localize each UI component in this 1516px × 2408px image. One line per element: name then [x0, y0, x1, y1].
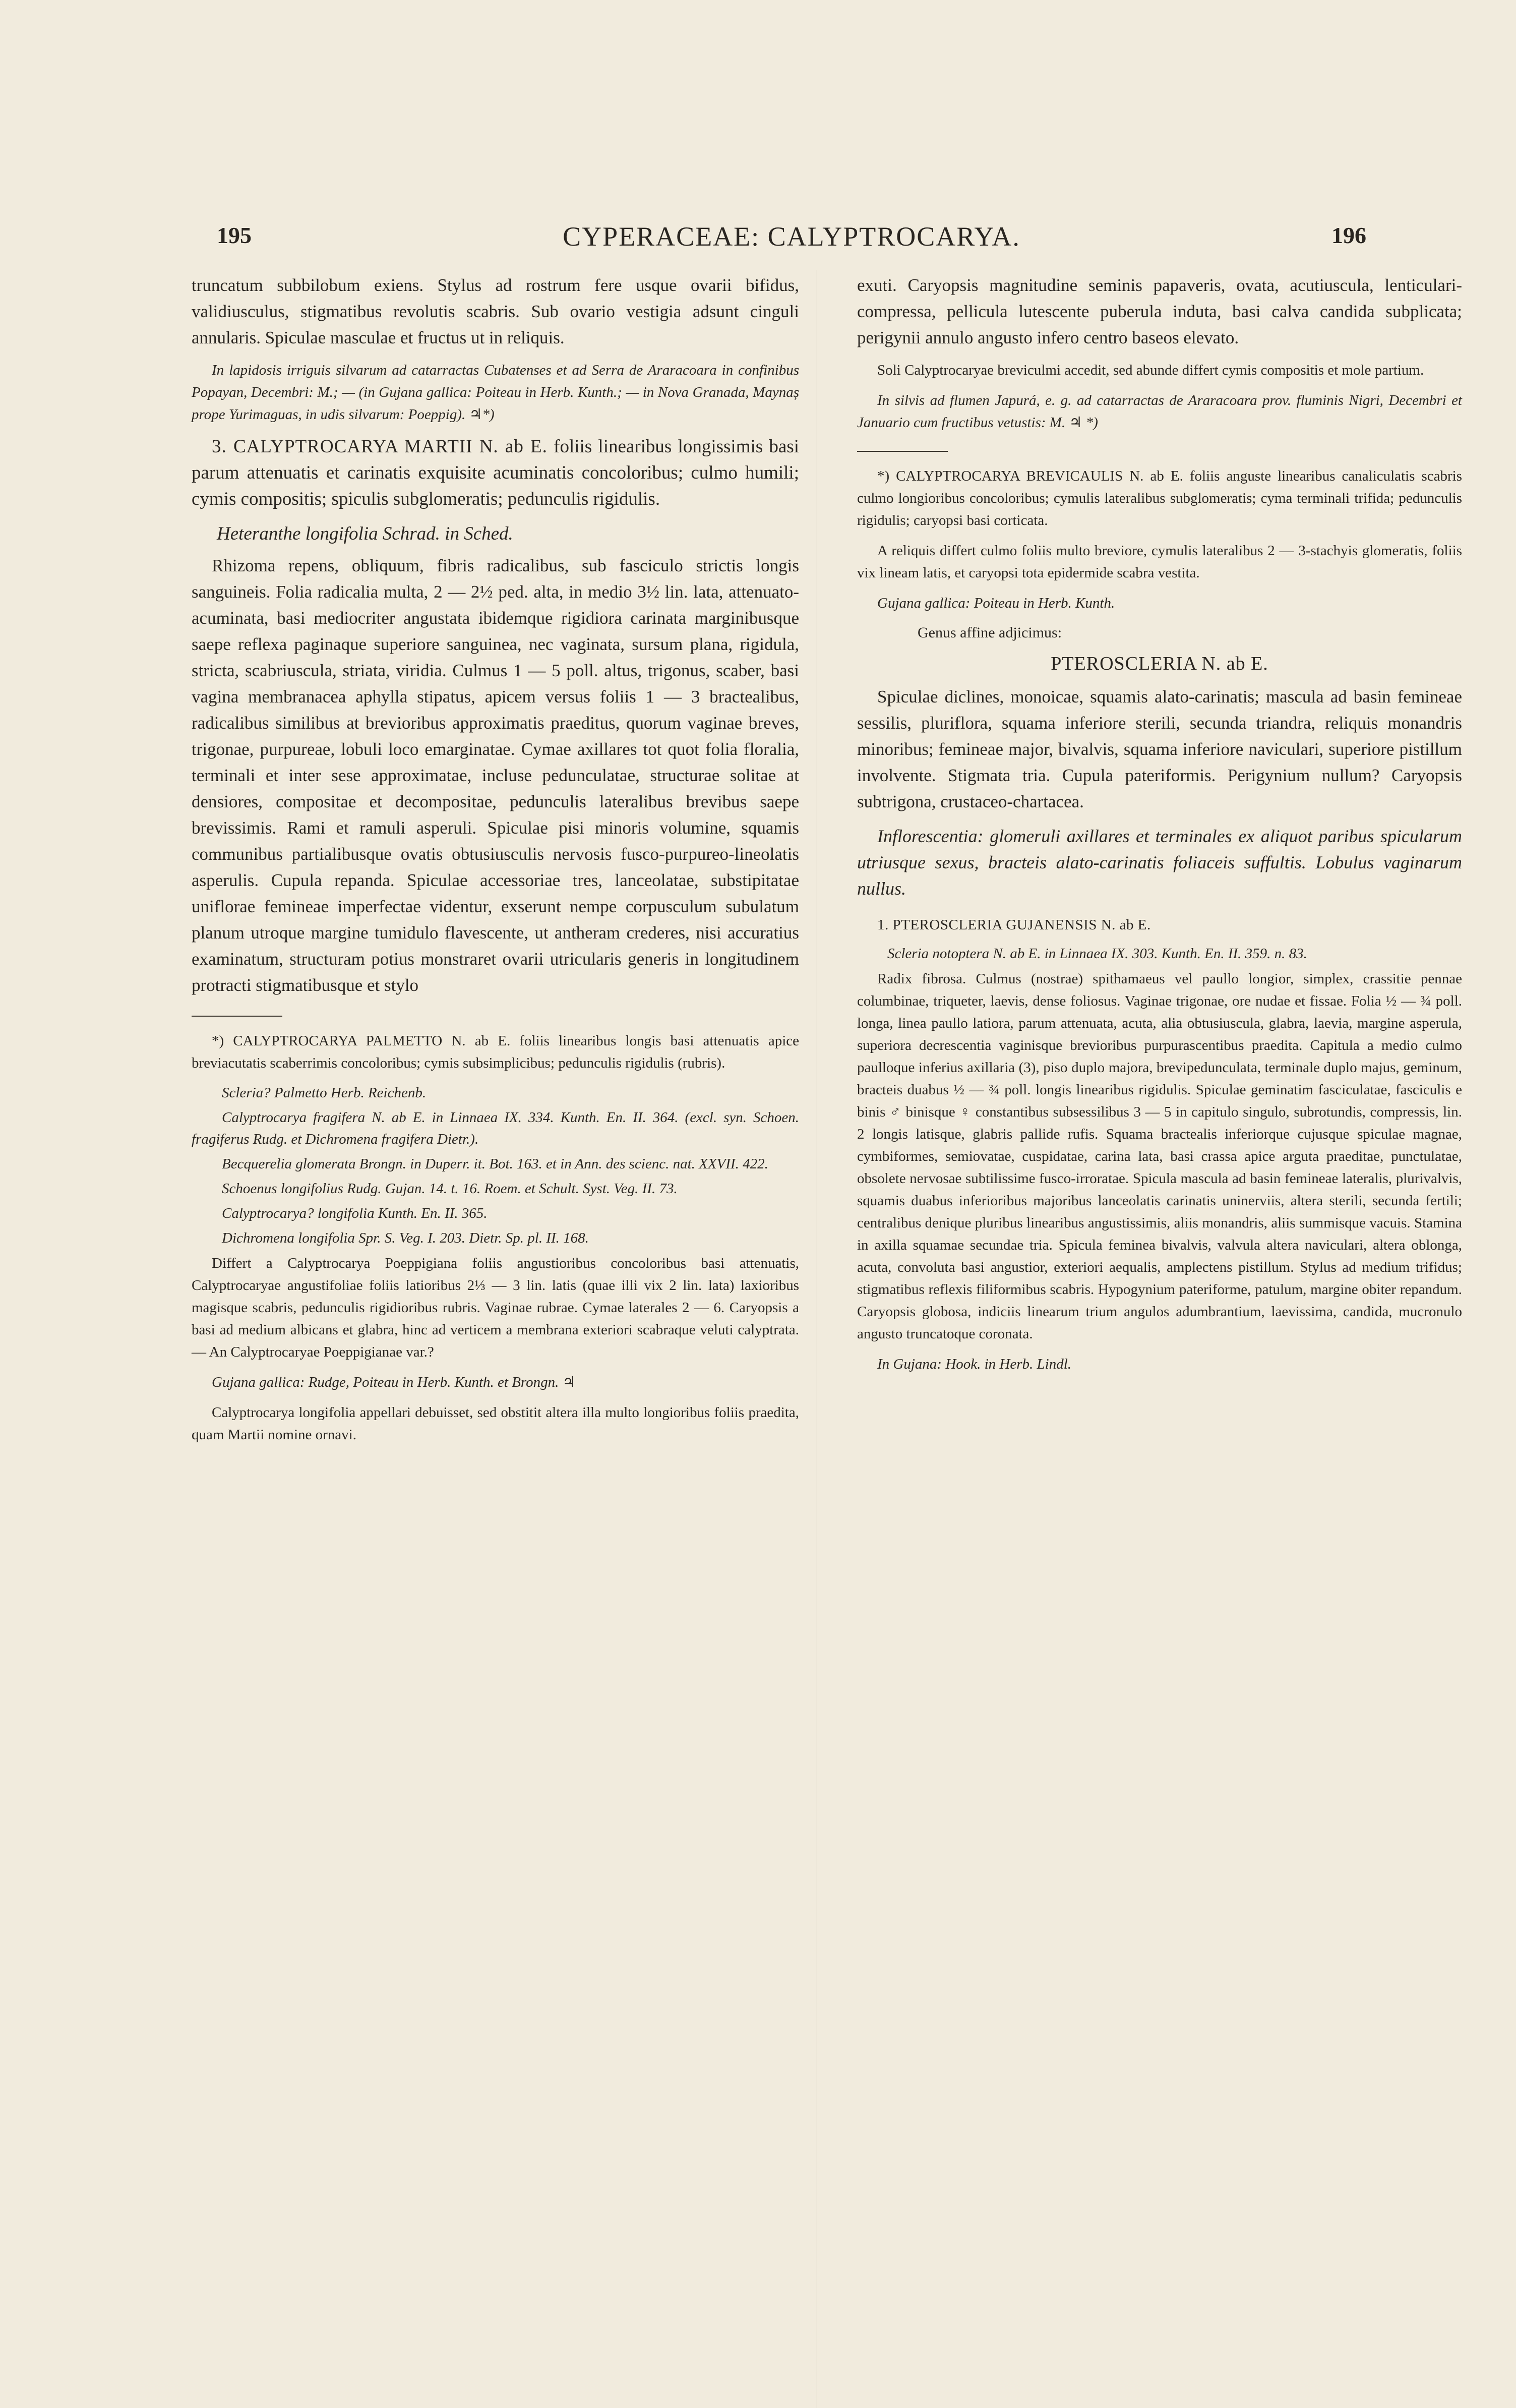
note-paragraph: Soli Calyptrocaryae breviculmi accedit, sed abunde differt cymis compositis et mole partium. [877, 362, 1424, 378]
footnote-locality: Gujana gallica: Poiteau in Herb. Kunth. [877, 595, 1115, 611]
synonym-heading: Heteranthe longifolia Schrad. in Sched. [217, 523, 513, 544]
genus-description: Spiculae diclines, monoicae, squamis alato-carinatis; mascula ad basin femineae sessilis, pluriflora, squama inferiore sterili, secunda triandra, reliquis monandris minoribus; feminеae major, bivalvis, squama inferiore naviculari, superiore pistillum involvente. Stigmata tria. Cupula pateriformis. Perigynium nullum? Caryopsis subtrigona, crustaceo-chartacea. [857, 687, 1462, 811]
synonym-line: Scleria notoptera N. ab E. in Linnaea IX. 303. Kunth. En. II. 359. n. 83. [887, 946, 1307, 962]
footnote-paragraph: Calyptrocarya longifolia appellari debuisset, sed obstitit altera illa multo longioribus foliis praedita, quam Martii nomine ornavi. [192, 1404, 799, 1443]
page-number-left: 195 [217, 222, 252, 248]
footnote-paragraph: Differt a Calyptrocarya Poeppigiana foliis angustioribus concoloribus basi attenuatis, Calyptrocaryae angustifoliae foliis latioribus 2⅓ — 3 lin. latis (quae illi vix 2 lin. lata) laxioribus magisque scabris, pedunculis rigidioribus rubris. Vaginae rubrae. Cymae laterales 2 — 6. Caryopsis a basi ad medium albicans et glabra, hinc ad verticem a membrana exteriori scabraque veluti calyptrata. — An Calyptrocaryae Poeppigianae var.? [192, 1255, 799, 1360]
synonym-line: Calyptrocarya fragifera N. ab E. in Linnaea IX. 334. Kunth. En. II. 364. (excl. syn. Schoen. fragiferus Rudg. et Dichromena fragifera Dietr.). [192, 1109, 799, 1147]
footnote-rule [192, 1016, 282, 1017]
synonym-line: Becquerelia glomerata Brongn. in Duperr. it. Bot. 163. et in Ann. des scienc. nat. XXVII. 422. [222, 1156, 768, 1172]
page-header [217, 222, 1366, 257]
left-column [192, 272, 799, 1454]
page-number-right: 196 [1331, 222, 1366, 248]
footnote-paragraph: A reliquis differt culmo foliis multo breviore, cymulis lateralibus 2 — 3-stachyis glomeratis, foliis vix lineam latis, et caryopsi tota epidermide scabra vestita. [857, 543, 1462, 581]
genus-intro: Genus affine adjicimus: [918, 624, 1062, 641]
description-paragraph: Rhizoma repens, obliquum, fibris radicalibus, sub fasciculo strictis longis sanguineis. Folia radicalia multa, 2 — 2½ ped. alta, in medio 3½ lin. lata, attenuato-acuminata, basi mediocriter angustata ibidemque rigidiora carinata marginibusque saepe reflexa paginaque superiore sanguinea, nec vaginata, sursum plana, rigidula, stricta, scabriuscula, striata, viridia. Culmus 1 — 5 poll. altus, trigonus, scaber, basi vagina membranacea aphylla stipatus, apicem versus foliis 1 — 3 bractealibus, radicalibus similibus at brevioribus approximatis praeditus, quorum vaginae breves, trigonae, purpureae, lobuli loco emarginatae. Cymae axillares tot quot folia floralia, terminali et inter sese approximatae, incluse pedunculatae, structurae solitae at densiores, compositae et decompositae, pedunculis lateralibus brevibus saepe brevissimis. Rami et ramuli asperuli. Spiculae pisi minoris volumine, squamis communibus partialibusque ovatis obtusiusculis nervosis fusco-purpureo-lineolatis asperulis. Cupula repanda. Spiculae accessoriae tres, lanceolatae, substipitatae uniflorae femineae imperfectae videntur, exserunt nempe corpusculum subulatum planum utroque margine tumidulo flavescente, ut antheram crederes, nisi accuratius examinatum, structuram potius monstraret ovarii utricularis generis in longitudinem protracti stigmatibusque et stylo [192, 556, 799, 995]
synonym-line: Calyptrocarya? longifolia Kunth. En. II. 365. [222, 1205, 488, 1221]
locality-note: In silvis ad flumen Japurá, e. g. ad catarractas de Araracoara prov. fluminis Nigri, Decembri et Januario cum fructibus vetustis: M. ♃ *) [857, 392, 1462, 431]
genus-title: PTEROSCLERIA N. ab E. [1051, 653, 1268, 674]
species-heading: 1. PTEROSCLERIA GUJANENSIS N. ab E. [877, 917, 1151, 933]
footnote-locality: Gujana gallica: Rudge, Poiteau in Herb. Kunth. et Brongn. ♃ [212, 1374, 576, 1390]
column-divider [817, 270, 818, 2408]
description-paragraph: Radix fibrosa. Culmus (nostrae) spithamaeus vel paullo longior, simplex, crassitie pennae columbinae, triqueter, laevis, dense foliosus. Vaginae trigonae, ore nudae et fissae. Folia ½ — ¾ poll. longa, linea paullo latiora, parum attenuata, acuta, alia obtusiuscula, glabra, laevia, margine asperula, superiora decrescentia vaginisque brevioribus purpurascentibus praedita. Capitula a medio culmo paulloque inferius axillaria (3), piso duplo majora, brevipedunculata, terminale duplo majus, geminum, bracteis duabus ½ — ¾ poll. longis linearibus rigidulis. Spiculae geminatim fasciculatae, fasciculis e binis ♂ binisque ♀ constantibus subsessilibus 3 — 5 in capitulo singulo, subrotundis, compressis, lin. 2 longis latisque, glabris pallide rufis. Squama bractealis inferiorque cujusque spiculae magnae, cymbiformes, semiovatae, cuspidatae, carina lata, basi crassa apice arguta praeditae, punctulatae, obsolete nervosae subtilissime fusco-irroratae. Spicula mascula ad basin femineae lateralis, plurivalvis, squamis duabus inferioribus majoribus lanceolatis carinatis uninerviis, altera sterili, secunda fertili; centralibus denique pluribus linearibus angustissimis, aliis monandris, aliis summisque vacuis. Stamina in axilla squamae secundae tria. Spicula feminea bivalvis, valvula altera naviculari, altera oblonga, acuta, convoluta basi angustior, exteriori aequalis, amplectens pistillum. Stylus ad medium trifidus; stigmatibus reflexis filiformibus scabris. Hypogynium pateriforme, patulum, margine obiter repandum. Caryopsis globosa, indiciis linearum trium angulos adumbrantium, laevissima, candida, mucronulo angusto truncatoque coronata. [857, 971, 1462, 1342]
synonym-line: Schoenus longifolius Rudg. Gujan. 14. t. 16. Roem. et Schult. Syst. Veg. II. 73. [222, 1181, 678, 1197]
species-name: 3. CALYPTROCARYA MARTII N. ab E. [212, 436, 548, 457]
right-column [857, 272, 1462, 1383]
footnote-rule [857, 451, 948, 452]
species-diagnosis: foliis linearibus longissimis basi parum attenuatis et carinatis exquisite acuminatis concoloribus; culmo humili; cymis compositis; spiculis subglomeratis; pedunculis rigidulis. [192, 436, 799, 509]
inflorescence-note: Inflorescentia: glomeruli axillares et terminales ex aliquot paribus spicularum utriusque sexus, bracteis alato-carinatis foliaceis suffultis. Lobulus vaginarum nullus. [857, 826, 1462, 899]
footnote-species: *) CALYPTROCARYA PALMETTO N. ab E. foliis linearibus longis basi attenuatis apice breviacutatis scaberrimis concoloribus; cymis subsimplicibus; pedunculis rigidulis (rubris). [192, 1033, 799, 1071]
synonym-line: Scleria? Palmetto Herb. Reichenb. [222, 1085, 427, 1101]
locality-note: In lapidosis irriguis silvarum ad catarractas Cubatenses et ad Serra de Araracoara in confinibus Popayan, Decembri: M.; — (in Gujana gallica: Poiteau in Herb. Kunth.; — in Nova Granada, Maynaș prope Yurimaguas, in udis silvarum: Poeppig). ♃*) [192, 362, 799, 423]
synonym-line: Dichromena longifolia Spr. S. Veg. I. 203. Dietr. Sp. pl. II. 168. [222, 1230, 589, 1246]
footnote-species: *) CALYPTROCARYA BREVICAULIS N. ab E. foliis anguste linearibus canaliculatis scabris culmo longioribus concoloribus; cymulis lateralibus subglomeratis; cyma terminali trifida; pedunculis rigidulis; caryopsi basi corticata. [857, 468, 1462, 528]
species-heading [192, 434, 799, 512]
running-title: CYPERACEAE: CALYPTROCARYA. [563, 221, 1020, 252]
locality-note: In Gujana: Hook. in Herb. Lindl. [877, 1356, 1072, 1372]
paragraph: truncatum subbilobum exiens. Stylus ad rostrum fere usque ovarii bifidus, validiusculus, stigmatibus revolutis scabris. Sub ovario vestigia adsunt cinguli annularis. Spiculae masculae et fructus ut in reliquis. [192, 275, 799, 347]
paragraph: exuti. Caryopsis magnitudine seminis papaveris, ovata, acutiuscula, lenticulari-compressa, pellicula lutescente puberula induta, basi calva candida subplicata; perigynii annulo angusto infero centro baseos elevato. [857, 275, 1462, 347]
